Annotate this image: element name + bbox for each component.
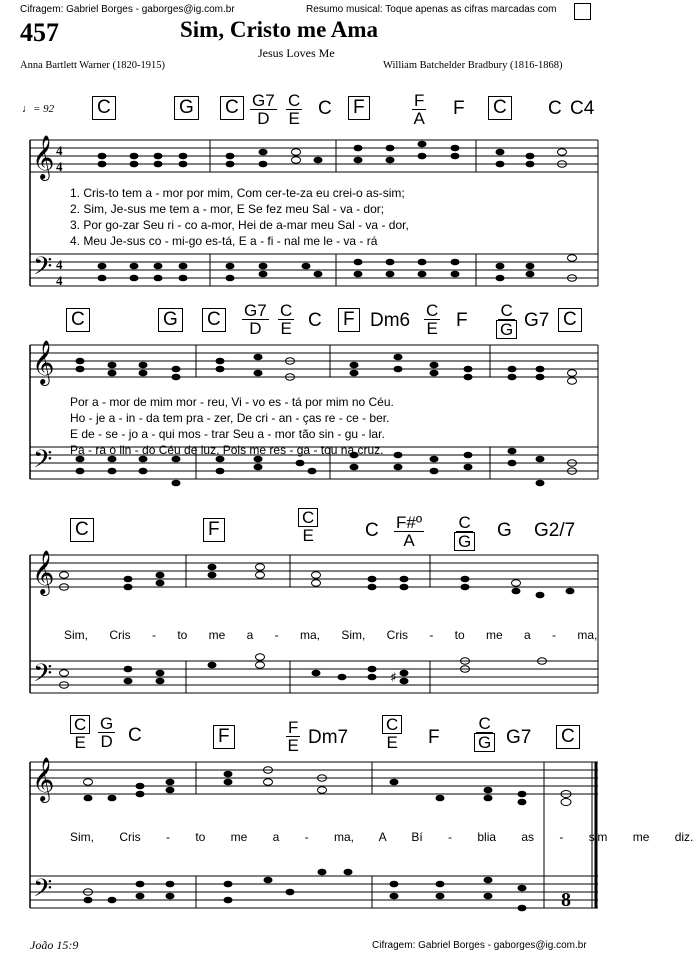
chord-c: C [318,98,332,119]
cifragem-credit-top: Cifragem: Gabriel Borges - gaborges@ig.com.br [20,4,235,15]
verse-4-line-2: Pa - ra o lin - do Céu de luz, Pois me res - ga - tou na cruz. [70,443,384,457]
chord-f-boxed: F [213,725,235,749]
chord-c: C [365,520,379,541]
bass-notes [84,869,527,912]
chord-dm6: Dm6 [370,310,411,331]
chord-c-boxed-over-e: $\frac{C}{E}$ [298,508,318,544]
verse-1-line-1: 1. Cris-to tem a - mor por mim, Com cer-te-za eu crei-o as-sim; [70,186,405,200]
chord-c-over-g-boxed: $\frac{C}{G}$ [474,715,495,752]
svg-text:4: 4 [56,143,63,158]
chord-c-over-g-boxed: $\frac{C}{G}$ [496,302,517,339]
quarter-note-icon: ♩ [22,103,33,115]
sharp-icon: ♯ [390,670,397,686]
svg-text:4: 4 [56,257,63,272]
chord-c-over-e: $\frac{C}{E}$ [280,301,293,338]
treble-clef-icon: 𝄞 [32,757,55,801]
boxed-chord-legend-box [574,3,591,20]
music-composer: William Batchelder Bradbury (1816-1868) [383,60,563,71]
bass-whole-chord-glyph: 8 [561,889,571,911]
chord-f: F [453,98,465,119]
chord-g: G [497,520,512,541]
chord-c-boxed: C [92,96,116,120]
chord-g7: G7 [506,727,532,748]
chord-f-boxed: F [203,518,225,542]
chord-c-over-e: $\frac{C}{E}$ [426,301,439,338]
svg-text:4: 4 [56,159,63,174]
system-2-lyrics [70,394,394,458]
verse-3-line-1: 3. Por go-zar Seu ri - co a-mor, Hei de a-mar meu Sal - va - dor, [70,218,409,232]
verse-2-line-2: Ho - je a - in - da tem pra - zer, De cri - an - ças re - ce - ber. [70,411,390,425]
scripture-reference: João 15:9 [30,938,79,952]
chord-f-boxed: F [338,308,360,332]
bass-clef-icon: 𝄢 [33,874,53,909]
verse-4-line-1: 4. Meu Je-sus co - mi-go es-tá, E a - fi - nal me le - va - rá [70,234,378,248]
treble-notes [98,141,567,168]
chord-f-over-a: $\frac{F}{A}$ [413,91,425,128]
resumo-musical-note: Resumo musical: Toque apenas as cifras marcadas com [306,4,557,15]
chord-c: C [128,725,142,746]
chord-c-boxed: C [558,308,582,332]
chord-dm7: Dm7 [308,727,349,748]
hymn-subtitle: Jesus Loves Me [258,46,335,60]
chord-c-boxed: C [488,96,512,120]
chord-c-boxed-over-e: $\frac{C}{E}$ [70,715,90,751]
chord-g7: G7 [524,310,550,331]
lyrics-author: Anna Bartlett Warner (1820-1915) [20,60,166,71]
bass-clef-icon: 𝄢 [33,445,53,480]
bass-clef-icon: 𝄢 [33,659,53,694]
hymn-number: 457 [20,18,59,47]
chord-c-boxed: C [202,308,226,332]
chord-c: C [548,98,562,119]
system-4-lyrics: Sim, Cris - to me a - ma, A Bí - blia as - sim me diz. [70,830,693,844]
chord-g-boxed: G [174,96,199,120]
verse-2-line-1: 2. Sim, Je-sus me tem a - mor, E Se fez meu Sal - va - dor; [70,202,385,216]
chord-c: C [308,310,322,331]
chord-g7-over-d: $\frac{G7}{D}$ [252,91,275,128]
chord-c-boxed-over-e: $\frac{C}{E}$ [382,715,402,751]
chord-c-boxed: C [70,518,94,542]
chord-g-over-d: $\frac{G}{D}$ [100,714,114,751]
chord-c-over-e: $\frac{C}{E}$ [288,91,301,128]
chord-f-over-e: $\frac{F}{E}$ [287,718,299,755]
bass-clef-icon: 𝄢 [33,252,53,287]
bass-notes [98,255,577,282]
system-3-lyrics: Sim, Cris - to me a - ma, Sim, Cris - to me a - ma, [64,628,598,642]
treble-notes [60,564,575,599]
tempo-marking: ♩= 92 [22,103,55,115]
treble-clef-icon: 𝄞 [32,135,55,179]
chord-f: F [456,310,468,331]
treble-clef-icon: 𝄞 [32,340,55,384]
cifragem-credit-bottom: Cifragem: Gabriel Borges - gaborges@ig.com.br [372,940,587,951]
svg-text:4: 4 [56,273,63,288]
system-1-chords [0,92,620,132]
treble-clef-icon: 𝄞 [32,550,55,594]
chord-c-boxed: C [66,308,90,332]
chord-fsharp-dim-over-a: $\frac{\text{F\#º}}{A}$ [396,513,423,550]
chord-f: F [428,727,440,748]
chord-g7-over-d: $\frac{G7}{D}$ [244,301,267,338]
chord-g-boxed: G [158,308,183,332]
chord-c4: C4 [570,98,595,119]
chord-c-over-g-boxed: $\frac{C}{G}$ [454,514,475,551]
bass-notes [60,654,547,689]
chord-f-boxed: F [348,96,370,120]
chord-c-boxed: C [220,96,244,120]
verse-1-line-2: Por a - mor de mim mor - reu, Vi - vo es - tá por mim no Céu. [70,395,394,409]
chord-g2-7: G2/7 [534,520,576,541]
hymn-title: Sim, Cristo me Ama [180,17,379,42]
chord-c-boxed: C [556,725,580,749]
verse-3-line-2: E de - se - jo a - qui mos - trar Seu a - mor tão sin - gu - lar. [70,427,385,441]
system-1-lyrics [70,185,409,249]
